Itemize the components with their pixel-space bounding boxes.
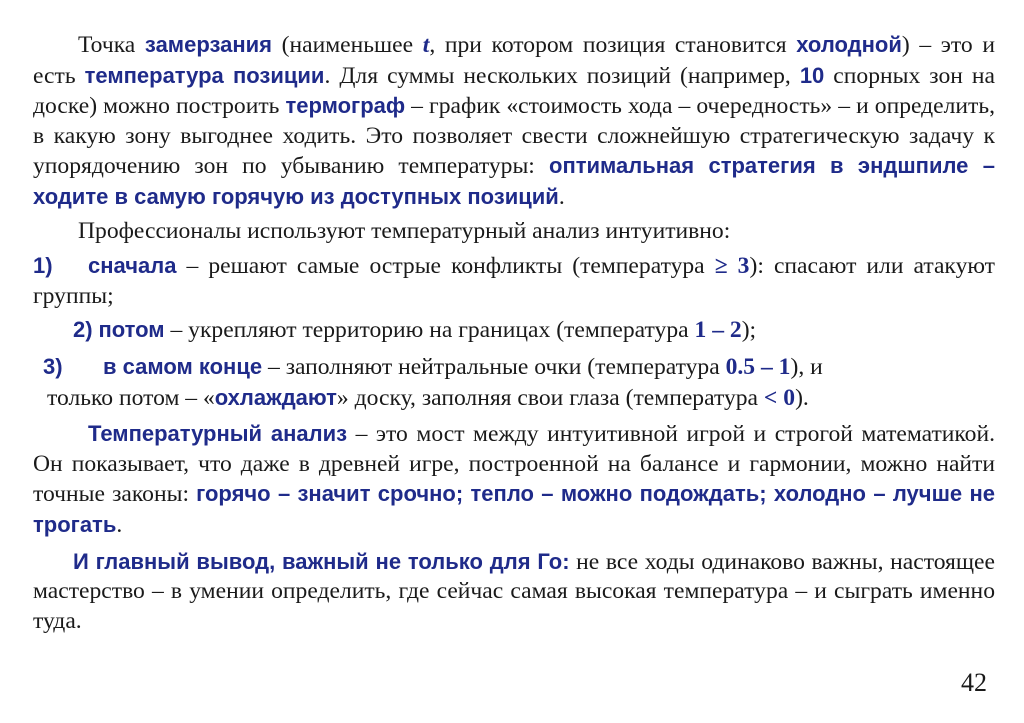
list-item-1 xyxy=(33,251,995,311)
number-ten: 10 xyxy=(799,62,825,88)
term-freezing: замерзания xyxy=(144,32,272,57)
text: ), и xyxy=(790,353,823,380)
term-position-temperature: температура позиции xyxy=(84,62,325,88)
text: ); xyxy=(741,317,757,344)
text: ): спасают или атакуют группы; xyxy=(33,253,995,309)
text: спорных зон на доске) можно построить xyxy=(33,62,995,120)
paragraph-thermograph xyxy=(33,30,995,213)
term-cold: холодной xyxy=(796,32,902,57)
text: Точка xyxy=(78,32,145,58)
text: – заполняют нейтральные очки (температура xyxy=(262,353,726,380)
text: – это мост между интуитивной игрой и строгой математикой. Он показывает, что даже в древней игре, построенной на балансе и гармонии, можно найти точные законы: xyxy=(33,421,995,508)
temperature-value: 1 – 2 xyxy=(694,317,742,344)
text: , при котором позиция становится xyxy=(429,32,797,58)
text: только потом – « xyxy=(47,384,215,411)
text: – укрепляют территорию на границах (температура xyxy=(164,317,695,344)
text: – график «стоимость хода – очередность» – и определить, в какую зону выгоднее ходить. Это позволяет свести сложнейшую стратегическую задачу к упорядочению зон по убыванию температуры: xyxy=(33,93,996,180)
list-item-2 xyxy=(33,315,995,346)
term-first: сначала xyxy=(88,253,177,279)
list-item-3-continued xyxy=(33,383,995,414)
temperature-value: 0.5 – 1 xyxy=(725,353,791,380)
text: – решают самые острые конфликты (температура xyxy=(176,253,715,280)
list-item-3 xyxy=(33,352,995,383)
list-number: 1) xyxy=(33,253,53,279)
text: (наименьшее xyxy=(272,32,423,58)
temperature-value: < 0 xyxy=(763,384,796,411)
paragraph-temperature-analysis xyxy=(33,419,995,540)
text: » доску, заполняя свои глаза (температура xyxy=(336,384,764,411)
term-at-end: в самом конце xyxy=(103,353,263,379)
text: ). xyxy=(795,384,809,411)
paragraph-conclusion xyxy=(33,547,995,637)
term-optimal-strategy: оптимальная стратегия в эндшпиле – ходите в самую горячую из доступных позиций xyxy=(33,153,995,209)
text: ) – это и есть xyxy=(33,32,995,89)
term-hot-warm-cold: горячо – значит срочно; тепло – можно подождать; холодно – лучше не трогать xyxy=(33,481,995,537)
list-number: 3) xyxy=(43,353,63,379)
text: . xyxy=(116,511,123,538)
term-thermograph: термограф xyxy=(285,93,406,119)
term-cool-down: охлаждают xyxy=(214,384,337,410)
text: . xyxy=(558,183,565,210)
page-number: 42 xyxy=(961,668,987,697)
slide-body xyxy=(33,30,995,636)
term-then: потом xyxy=(98,317,165,343)
term-main-conclusion: И главный вывод, важный не только для Го: xyxy=(73,548,570,574)
term-temperature-analysis: Температурный анализ xyxy=(88,421,348,447)
paragraph-intro-list xyxy=(33,217,995,247)
text: . Для суммы нескольких позиций (например, xyxy=(324,62,800,89)
list-number: 2) xyxy=(73,317,93,343)
text: не все ходы одинаково важны, настоящее мастерство – в умении определить, где сейчас самая высокая температура – и сыграть именно туда. xyxy=(33,548,996,634)
temperature-value: ≥ 3 xyxy=(714,253,750,280)
text: Профессионалы используют температурный анализ интуитивно: xyxy=(78,217,731,244)
variable-t: t xyxy=(422,32,430,58)
